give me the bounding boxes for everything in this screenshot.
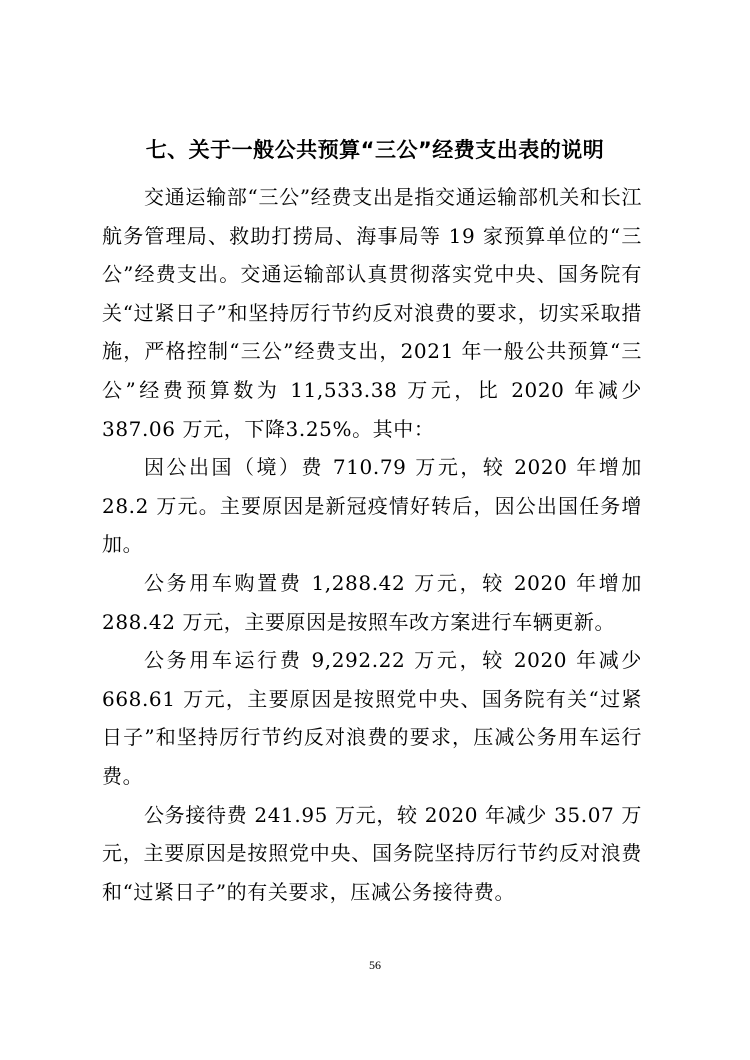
document-body bbox=[102, 178, 642, 911]
paragraph-vehicle-purchase: 公务用车购置费 1,288.42 万元，较 2020 年增加 288.42 万元，主要原因是按照车改方案进行车辆更新。 bbox=[102, 570, 642, 634]
paragraph-vehicle-operation: 公务用车运行费 9,292.22 万元，较 2020 年减少 668.61 万元，主要原因是按照党中央、国务院有关“过紧日子”和坚持厉行节约反对浪费的要求，压减公务用车运行费。 bbox=[102, 648, 642, 788]
paragraph-overview: 交通运输部“三公”经费支出是指交通运输部机关和长江航务管理局、救助打捞局、海事局等 19 家预算单位的“三公”经费支出。交通运输部认真贯彻落实党中央、国务院有关“过紧日子”和坚持厉行节约反对浪费的要求，切实采取措施，严格控制“三公”经费支出，2021 年一般公共预算“三公”经费预算数为 11,533.38 万元，比 2020 年减少 387.06 万元，下降3.25%。其中： bbox=[102, 185, 642, 441]
paragraph-overseas-travel: 因公出国（境）费 710.79 万元，较 2020 年增加 28.2 万元。主要原因是新冠疫情好转后，因公出国任务增加。 bbox=[102, 455, 642, 557]
paragraph-reception: 公务接待费 241.95 万元，较 2020 年减少 35.07 万元，主要原因是按照党中央、国务院坚持厉行节约反对浪费和“过紧日子”的有关要求，压减公务接待费。 bbox=[102, 802, 642, 904]
section-title: 七、关于一般公共预算“三公”经费支出表的说明 bbox=[145, 138, 605, 162]
page-number: 56 bbox=[369, 958, 381, 972]
